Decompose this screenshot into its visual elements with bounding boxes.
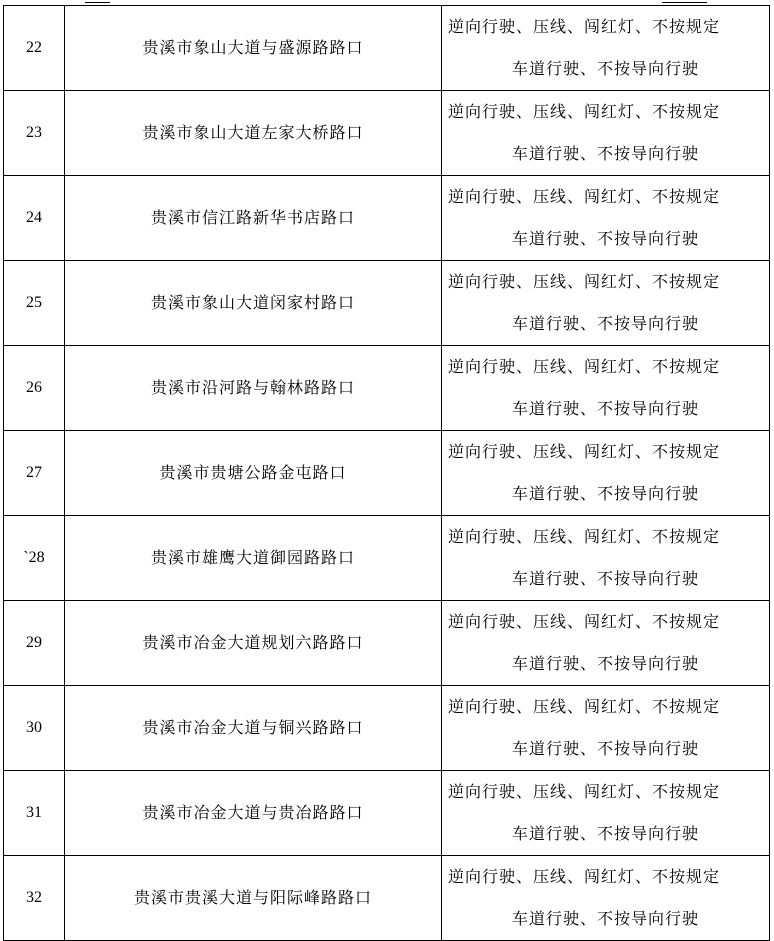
table-row xyxy=(4,686,770,771)
violation-location-table xyxy=(3,5,770,941)
table-row xyxy=(4,6,770,91)
violation-line-2: 车道行驶、不按导向行驶 xyxy=(511,314,699,333)
location-cell: 贵溪市雄鹰大道御园路路口 xyxy=(65,516,442,601)
location-cell: 贵溪市象山大道与盛源路路口 xyxy=(65,6,442,91)
violation-line-1: 逆向行驶、压线、闯红灯、不按规定 xyxy=(448,272,721,291)
row-number: 23 xyxy=(4,91,65,176)
violation-line-2: 车道行驶、不按导向行驶 xyxy=(511,59,699,78)
table-row xyxy=(4,431,770,516)
violation-cell xyxy=(442,686,770,771)
violation-line-1: 逆向行驶、压线、闯红灯、不按规定 xyxy=(448,782,721,801)
table-row xyxy=(4,601,770,686)
table-row xyxy=(4,771,770,856)
violation-line-1: 逆向行驶、压线、闯红灯、不按规定 xyxy=(448,527,721,546)
location-cell: 贵溪市贵塘公路金屯路口 xyxy=(65,431,442,516)
table-row xyxy=(4,856,770,941)
violation-line-2: 车道行驶、不按导向行驶 xyxy=(511,144,699,163)
row-number: 31 xyxy=(4,771,65,856)
violation-line-1: 逆向行驶、压线、闯红灯、不按规定 xyxy=(448,612,721,631)
location-cell: 贵溪市沿河路与翰林路路口 xyxy=(65,346,442,431)
violation-line-1: 逆向行驶、压线、闯红灯、不按规定 xyxy=(448,442,721,461)
row-number: 27 xyxy=(4,431,65,516)
row-number: 25 xyxy=(4,261,65,346)
top-edge-mark xyxy=(85,2,110,3)
violation-cell xyxy=(442,601,770,686)
violation-line-1: 逆向行驶、压线、闯红灯、不按规定 xyxy=(448,102,721,121)
table-row xyxy=(4,91,770,176)
violation-line-1: 逆向行驶、压线、闯红灯、不按规定 xyxy=(448,187,721,206)
violation-line-2: 车道行驶、不按导向行驶 xyxy=(511,484,699,503)
location-cell: 贵溪市冶金大道与贵冶路路口 xyxy=(65,771,442,856)
violation-cell xyxy=(442,176,770,261)
table-row xyxy=(4,176,770,261)
row-number: 30 xyxy=(4,686,65,771)
row-number: 24 xyxy=(4,176,65,261)
table-row xyxy=(4,346,770,431)
row-number: 26 xyxy=(4,346,65,431)
row-number: 32 xyxy=(4,856,65,941)
violation-cell xyxy=(442,431,770,516)
row-number: 22 xyxy=(4,6,65,91)
location-cell: 贵溪市信江路新华书店路口 xyxy=(65,176,442,261)
violation-cell xyxy=(442,6,770,91)
violation-line-2: 车道行驶、不按导向行驶 xyxy=(511,229,699,248)
violation-cell xyxy=(442,261,770,346)
violation-cell xyxy=(442,91,770,176)
location-cell: 贵溪市冶金大道规划六路路口 xyxy=(65,601,442,686)
violation-line-2: 车道行驶、不按导向行驶 xyxy=(511,569,699,588)
violation-line-1: 逆向行驶、压线、闯红灯、不按规定 xyxy=(448,867,721,886)
violation-cell xyxy=(442,346,770,431)
violation-cell xyxy=(442,516,770,601)
violation-cell xyxy=(442,771,770,856)
violation-line-1: 逆向行驶、压线、闯红灯、不按规定 xyxy=(448,17,721,36)
table-row xyxy=(4,516,770,601)
location-cell: 贵溪市象山大道闵家村路口 xyxy=(65,261,442,346)
table-row xyxy=(4,261,770,346)
violation-cell xyxy=(442,856,770,941)
location-cell: 贵溪市象山大道左家大桥路口 xyxy=(65,91,442,176)
violation-line-2: 车道行驶、不按导向行驶 xyxy=(511,909,699,928)
row-number: 29 xyxy=(4,601,65,686)
top-edge-mark xyxy=(662,2,707,3)
location-cell: 贵溪市贵溪大道与阳际峰路路口 xyxy=(65,856,442,941)
violation-line-1: 逆向行驶、压线、闯红灯、不按规定 xyxy=(448,357,721,376)
row-number: `28 xyxy=(4,516,65,601)
violation-line-1: 逆向行驶、压线、闯红灯、不按规定 xyxy=(448,697,721,716)
violation-line-2: 车道行驶、不按导向行驶 xyxy=(511,824,699,843)
violation-line-2: 车道行驶、不按导向行驶 xyxy=(511,739,699,758)
violation-line-2: 车道行驶、不按导向行驶 xyxy=(511,654,699,673)
violation-line-2: 车道行驶、不按导向行驶 xyxy=(511,399,699,418)
location-cell: 贵溪市冶金大道与铜兴路路口 xyxy=(65,686,442,771)
